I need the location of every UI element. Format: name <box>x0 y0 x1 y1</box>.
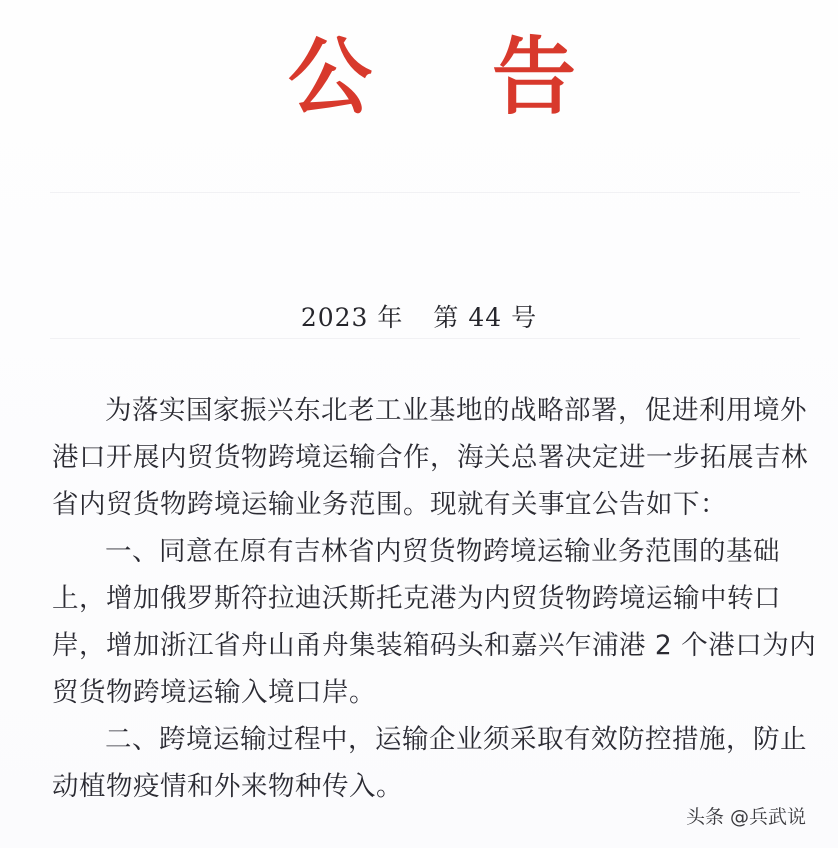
body-line: 港口开展内贸货物跨境运输合作，海关总署决定进一步拓展吉林 <box>52 442 808 473</box>
faint-rule <box>50 192 800 193</box>
body-line: 贸货物跨境运输入境口岸。 <box>52 677 376 708</box>
title-char-gao: 告 <box>492 28 577 126</box>
document-year: 2023 年 <box>300 303 404 332</box>
body-line: 岸，增加浙江省舟山甬舟集装箱码头和嘉兴乍浦港 2 个港口为内 <box>52 630 817 661</box>
body-line: 省内贸货物跨境运输业务范围。现就有关事宜公告如下： <box>52 489 727 520</box>
title-char-gong: 公 <box>288 28 373 126</box>
body-line: 二、跨境运输过程中，运输企业须采取有效防控措施，防止 <box>105 724 807 755</box>
document-serial: 第 44 号 <box>433 303 538 332</box>
body-line: 动植物疫情和外来物种传入。 <box>52 771 403 802</box>
source-watermark: 头条 @兵武说 <box>686 806 807 828</box>
body-line: 一、同意在原有吉林省内贸货物跨境运输业务范围的基础 <box>105 536 780 567</box>
faint-rule <box>50 338 800 339</box>
body-line: 上，增加俄罗斯符拉迪沃斯托克港为内贸货物跨境运输中转口 <box>52 583 781 614</box>
body-line: 为落实国家振兴东北老工业基地的战略部署，促进利用境外 <box>105 395 807 426</box>
announcement-title <box>0 22 838 132</box>
document-number <box>0 298 838 338</box>
